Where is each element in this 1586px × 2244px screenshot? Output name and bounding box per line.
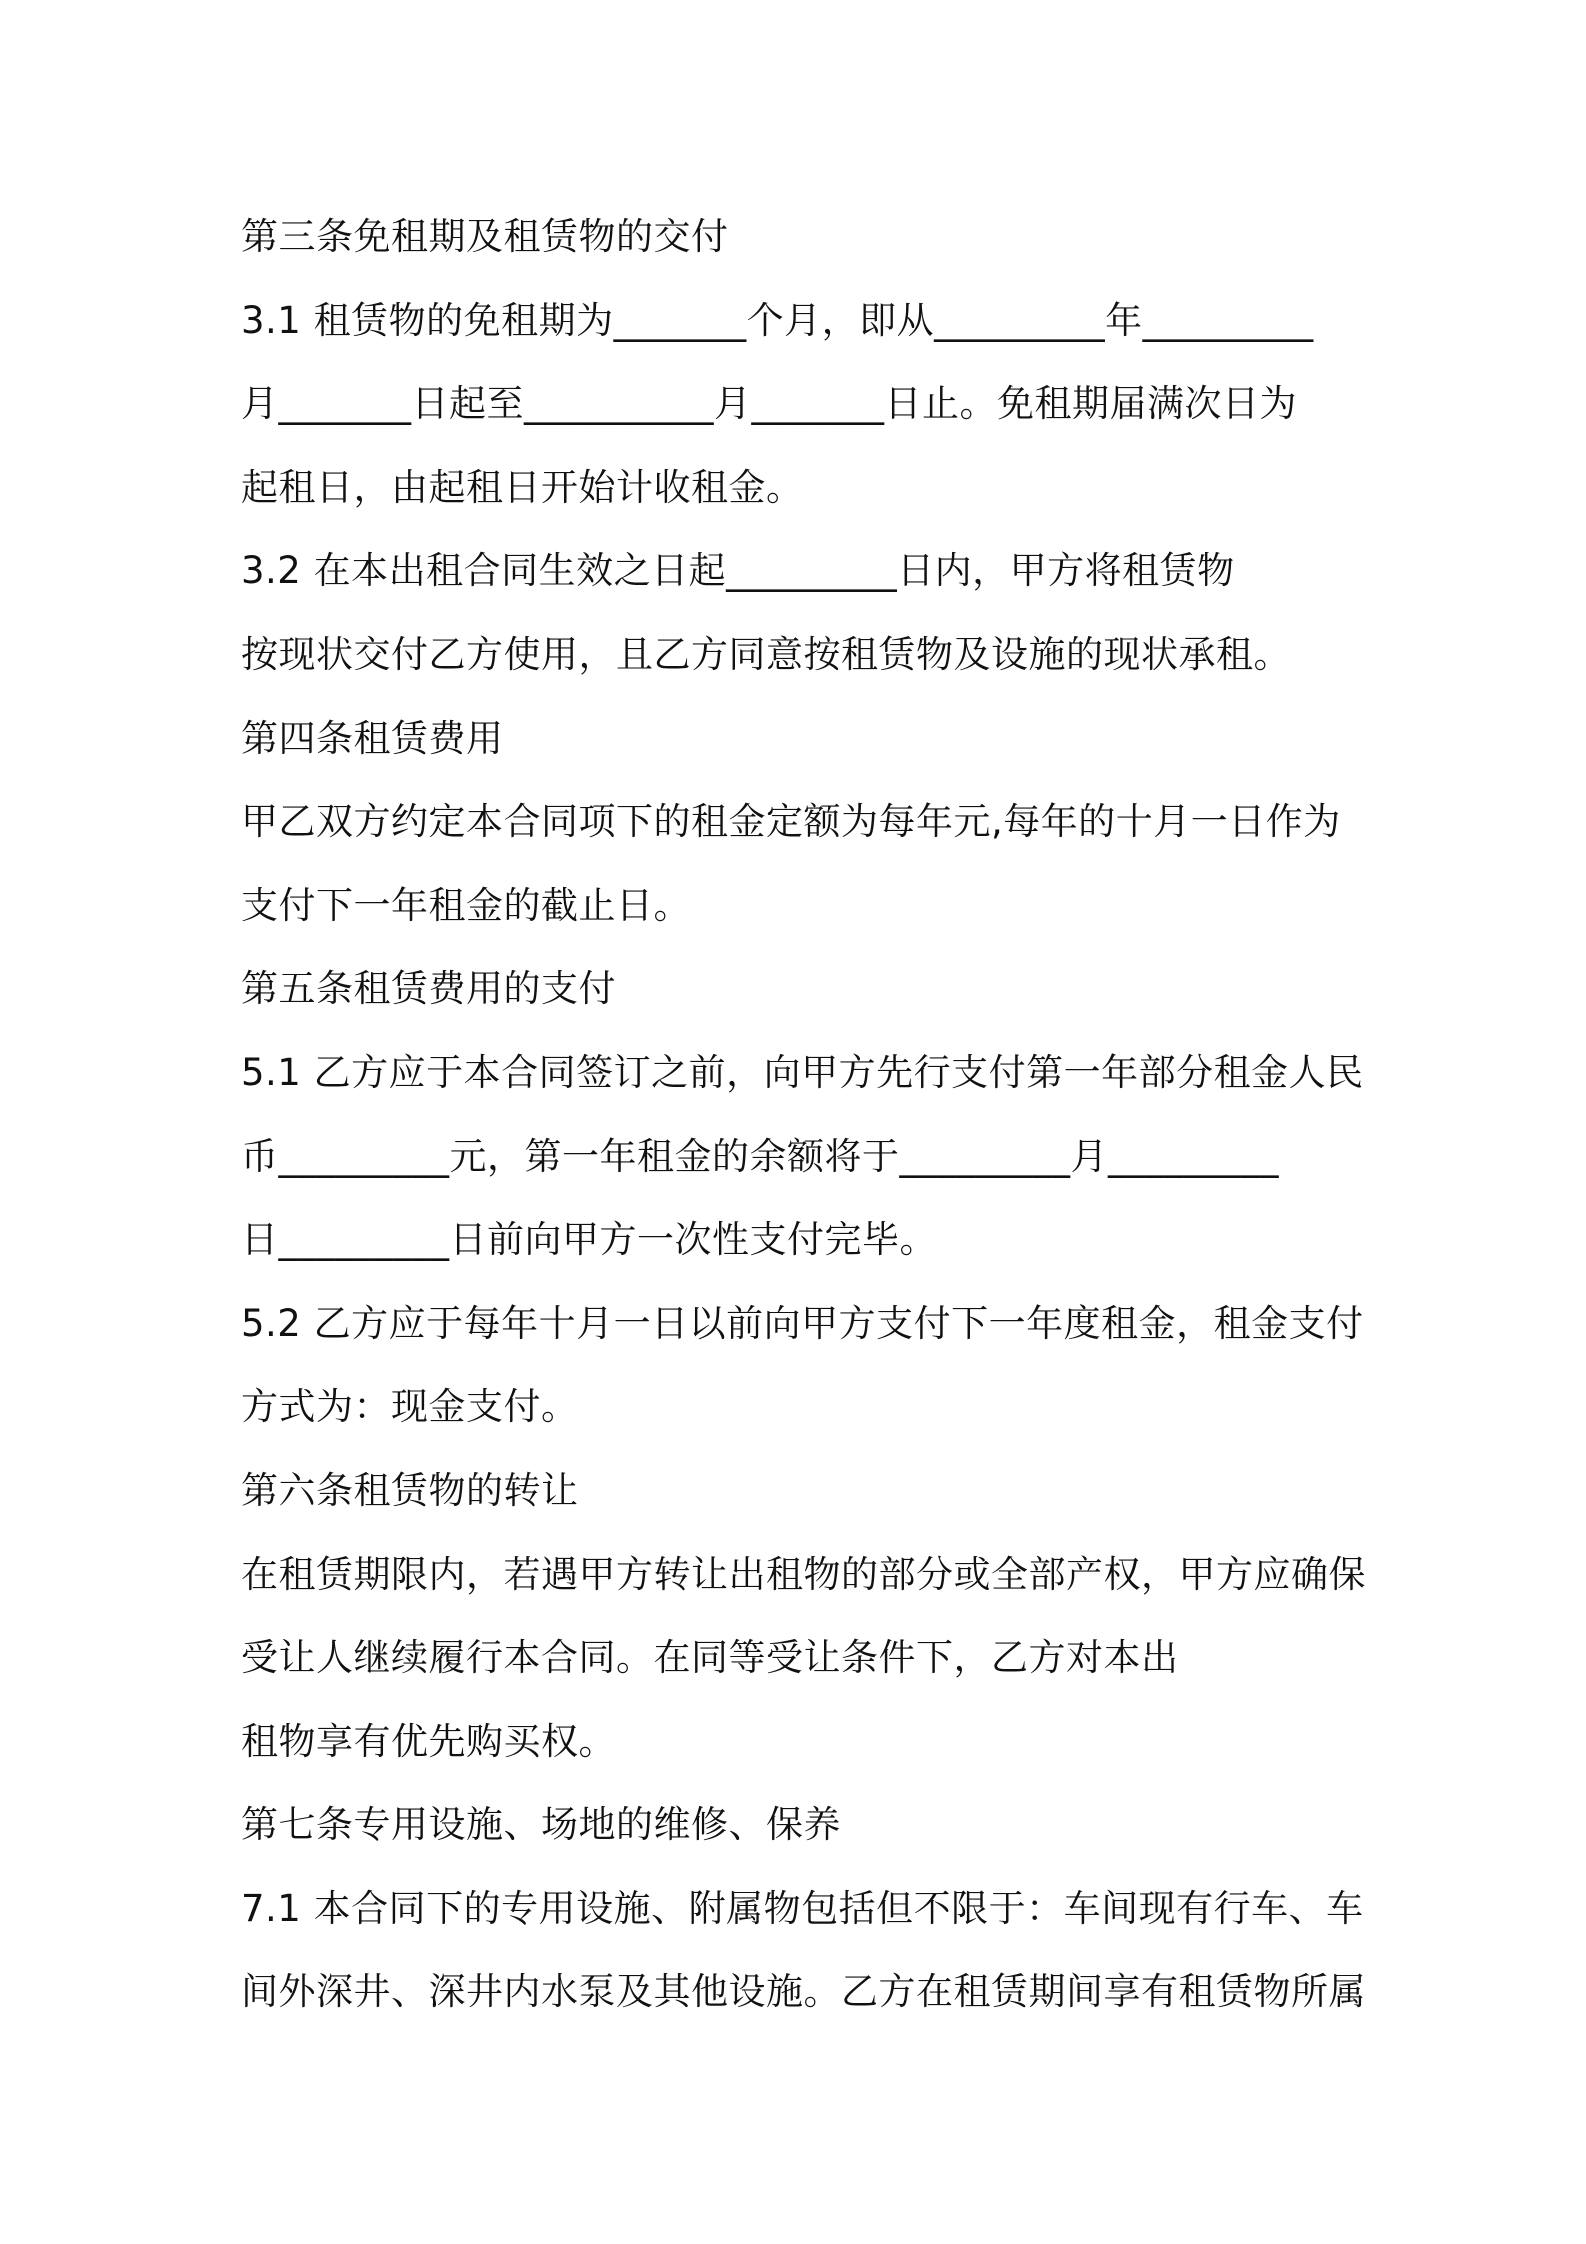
- clause-3-1-line-3: 起租日，由起租日开始计收租金。: [241, 465, 804, 509]
- clause-7-1-line-2: 间外深井、深井内水泵及其他设施。乙方在租赁期间享有租赁物所属: [241, 1970, 1366, 2014]
- article-6-line-1: 在租赁期限内，若遇甲方转让出租物的部分或全部产权，甲方应确保: [241, 1552, 1366, 1596]
- clause-3-1-line-2: 月_______日起至__________月_______日止。免租期届满次日为: [241, 382, 1297, 426]
- article-6-line-3: 租物享有优先购买权。: [241, 1719, 616, 1763]
- clause-5-1-line-3: 日_________日前向甲方一次性支付完毕。: [241, 1218, 937, 1262]
- article-7-heading: 第七条专用设施、场地的维修、保养: [241, 1803, 841, 1847]
- clause-3-2-line-2: 按现状交付乙方使用，且乙方同意按租赁物及设施的现状承租。: [241, 632, 1291, 676]
- clause-5-1-line-1: 5.1 乙方应于本合同签订之前，向甲方先行支付第一年部分租金人民: [241, 1050, 1364, 1094]
- clause-3-1-line-1: 3.1 租赁物的免租期为_______个月，即从_________年_________: [241, 298, 1314, 342]
- contract-text: [241, 195, 1366, 2034]
- clause-3-2-line-1: 3.2 在本出租合同生效之日起_________日内，甲方将租赁物: [241, 549, 1235, 593]
- clause-5-2-line-1: 5.2 乙方应于每年十月一日以前向甲方支付下一年度租金，租金支付: [241, 1301, 1364, 1345]
- article-5-heading: 第五条租赁费用的支付: [241, 967, 616, 1011]
- article-4-line-1: 甲乙双方约定本合同项下的租金定额为每年元,每年的十月一日作为: [241, 800, 1341, 844]
- clause-5-2-line-2: 方式为：现金支付。: [241, 1385, 579, 1429]
- article-4-heading: 第四条租赁费用: [241, 716, 504, 760]
- article-3-heading: 第三条免租期及租赁物的交付: [241, 215, 729, 258]
- clause-7-1-line-1: 7.1 本合同下的专用设施、附属物包括但不限于：车间现有行车、车: [241, 1886, 1364, 1930]
- clause-5-1-line-2: 币_________元，第一年租金的余额将于_________月_________: [241, 1134, 1279, 1178]
- article-6-line-2: 受让人继续履行本合同。在同等受让条件下，乙方对本出: [241, 1636, 1179, 1680]
- article-4-line-2: 支付下一年租金的截止日。: [241, 883, 691, 927]
- article-6-heading: 第六条租赁物的转让: [241, 1468, 579, 1512]
